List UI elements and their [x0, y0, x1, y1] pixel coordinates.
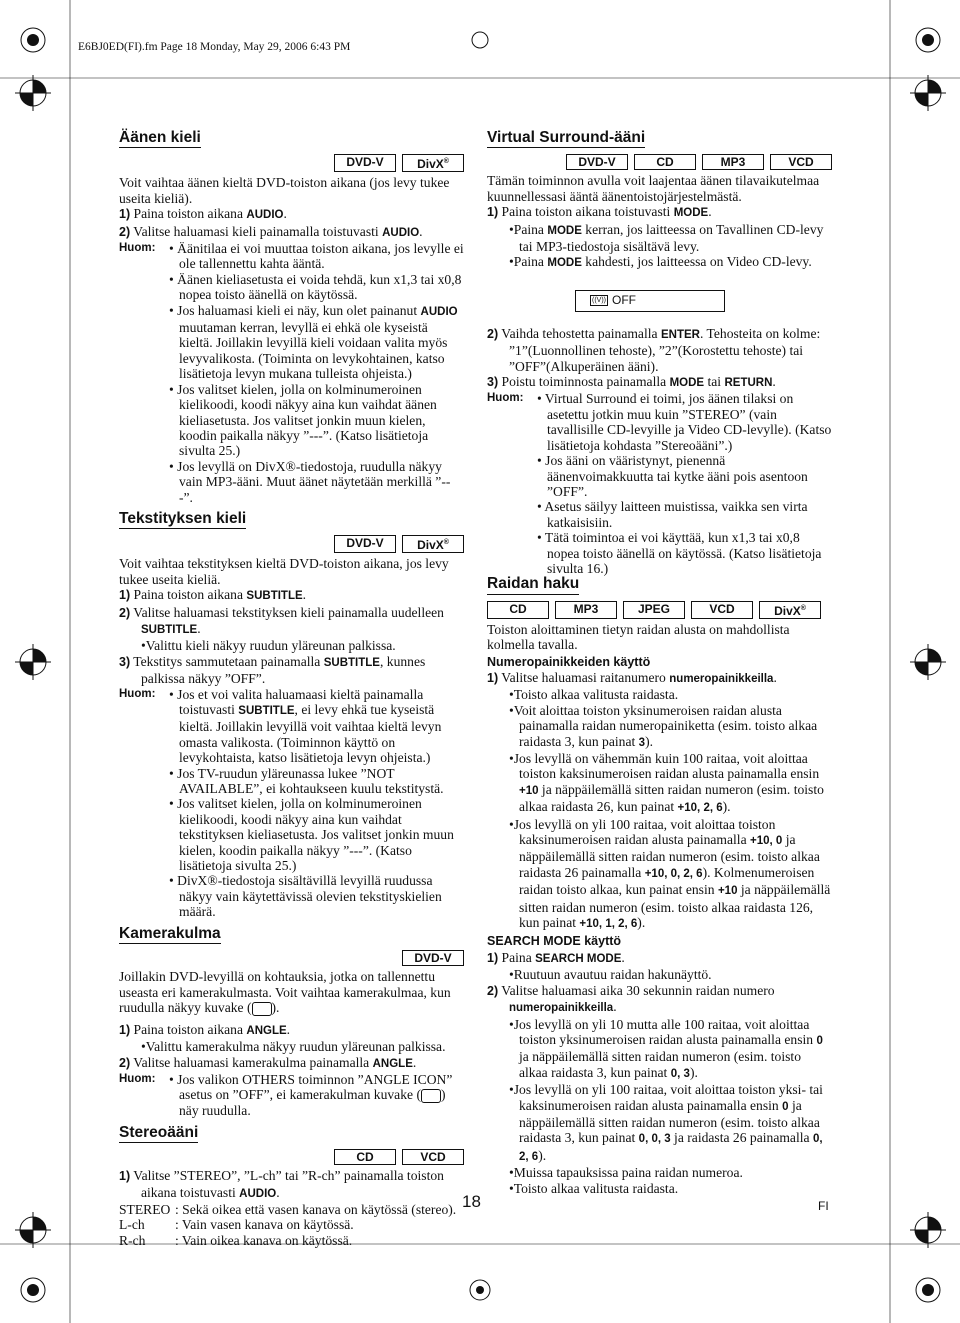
step-2: 2) Valitse haluamasi tekstityksen kieli painamalla uudelleen SUBTITLE. — [119, 604, 444, 636]
crop-target-tl — [15, 75, 51, 111]
step-2-sub: •Valittu kieli näkyy ruudun yläreunan palkissa. — [141, 638, 396, 654]
crop-target-ml — [15, 644, 51, 680]
step-2-sub: •Jos levyllä on yli 10 mutta alle 100 raitaa, voit aloittaa toiston yksinumeroisen raidan alusta painamalla ensin 0 ja näppäilemällä sitten raidan numeron (esim. toisto alkaa raidasta 3, kun painat 0, 3). — [509, 1016, 823, 1080]
note-item: • Äänitilaa ei voi muuttaa toiston aikana, jos levylle ei ole tallennettu kahta ääntä. — [169, 241, 464, 272]
badge-mp3: MP3 — [702, 154, 764, 170]
badge-dvdv: DVD-V — [402, 950, 464, 966]
intro-text: Voit vaihtaa tekstityksen kieltä DVD-toiston aikana, jos levy tukee useita kieliä. — [119, 556, 449, 587]
channel-row: STEREO : Sekä oikea että vasen kanava on käytössä (stereo). — [119, 1201, 457, 1217]
step-2: 2) Valitse haluamasi kieli painamalla toistuvasti AUDIO. — [119, 223, 423, 239]
step-2-sub: •Jos levyllä on yli 100 raitaa, voit aloittaa toiston yksi- tai kaksinumeroisen raidan alusta painamalla ensin 0 ja näppäilemällä sitten raidan numeron (esim. toisto alkaa raidasta 3, kun painat 0, 0, 3 ja raidasta 26 painamalla 0, 2, 6). — [509, 1082, 823, 1163]
note-item: • Jos valitset kielen, jolla on kolminumeroinen kielikoodi, koodi näkyy aina kun vaihdat tekstityksen kieliasetusta. Jos valitset jonkin muun kielen, koodin paikalla näkyy ”---”. (Katso lisätietoja sivulta 25.) — [169, 796, 454, 874]
disc-badges — [487, 154, 832, 170]
step-1-sub: •Voit aloittaa toiston yksinumeroisen raidan alusta painamalla raidan numeropainiketta (esim. toisto alkaa raidasta 3, kun painat 3). — [509, 702, 818, 749]
right-column — [487, 130, 832, 1196]
sunburst-tc — [472, 32, 488, 48]
camera-icon — [252, 1002, 272, 1016]
section-title-virtual-surround: Virtual Surround-ääni — [487, 130, 645, 148]
section-title-subtitle: Tekstityksen kieli — [119, 511, 246, 529]
intro-text: Voit vaihtaa äänen kieltä DVD-toiston aikana (jos levy tukee useita kieliä). — [119, 175, 450, 206]
sunburst-tl — [21, 28, 45, 52]
page-number: 18 — [462, 1192, 481, 1211]
badge-divx: DivX® — [759, 601, 821, 619]
badge-dvdv: DVD-V — [334, 535, 396, 553]
section-title-track-search: Raidan haku — [487, 576, 579, 594]
step-1: 1) Valitse haluamasi raitanumero numeropainikkeilla. — [487, 669, 777, 685]
badge-jpeg: JPEG — [623, 601, 685, 619]
camera-icon — [421, 1089, 441, 1103]
section-title-camera-angle: Kamerakulma — [119, 926, 221, 944]
step-1: 1) Paina SEARCH MODE. — [487, 949, 625, 965]
crop-target-br — [910, 1212, 946, 1248]
step-3: 3) Tekstitys sammutetaan painamalla SUBTITLE, kunnes palkissa näkyy ”OFF”. — [119, 653, 426, 687]
badge-cd: CD — [334, 1149, 396, 1165]
note-label: Huom: — [487, 392, 524, 405]
intro-text: Joillakin DVD-levyillä on kohtauksia, jotka on tallennettu useasta eri kamerakulmasta. Voit vaihtaa kamerakulmaa, kun ruudulla näkyy kuvake ( ). — [119, 969, 451, 1015]
step-2: 2) Valitse haluamasi kamerakulma painamalla ANGLE. — [119, 1054, 417, 1070]
note-item: • Jos valitset kielen, jolla on kolminumeroinen kielikoodi, koodi näkyy aina kun vaihdat äänen kieliasetusta. Jos valitset jonkin muun kielen, koodin paikalla näkyy ”---”. (Katso lisätietoja sivulta 25.) — [169, 381, 437, 459]
badge-dvdv: DVD-V — [566, 154, 628, 170]
note-item: • Jos ääni on vääristynyt, pienennä äänenvoimakkuutta tai kytke ääni pois asentoon ”OFF”. — [537, 453, 808, 499]
badge-dvdv: DVD-V — [334, 154, 396, 172]
channel-row: L-ch : Vain vasen kanava on käytössä. — [119, 1217, 354, 1233]
badge-divx: DivX® — [402, 154, 464, 172]
step-1-sub: •Jos levyllä on yli 100 raitaa, voit aloittaa toiston kaksinumeroisen raidan alusta painamalla +10, 0 ja näppäilemällä sitten raidan numeron (esim. toisto alkaa raidasta 26 painamalla +10, 0, 2, 6). Kolmenumeroisen raidan toisto alkaa, kun painat ensin +10 ja näppäilemällä sitten raidan numeron (esim. toisto alkaa raidasta 126, kun painat +10, 1, 2, 6). — [509, 816, 831, 931]
badge-cd: CD — [634, 154, 696, 170]
note-item: • Jos valikon OTHERS toiminnon ”ANGLE ICON” asetus on ”OFF”, ei kamerakulman kuvake ( ) näy ruudulla. — [169, 1072, 453, 1119]
note-item: • Asetus säilyy laitteen muistissa, vaikka sen virta katkaisisiin. — [537, 499, 808, 530]
disc-badges — [119, 535, 464, 553]
disc-badges — [119, 1149, 464, 1165]
step-2: 2) Valitse haluamasi aika 30 sekunnin raidan numero numeropainikkeilla. — [487, 982, 775, 1015]
step-1: 1) Paina toiston aikana ANGLE. — [119, 1021, 291, 1037]
sunburst-bl — [21, 1278, 45, 1302]
step-1-sub: •Jos levyllä on vähemmän kuin 100 raitaa, voit aloittaa toiston kaksinumeroisen raidan alusta painamalla ensin +10 ja näppäilemällä sitten raidan numeron (esim. toisto alkaa raidasta 26, kun painat +10, 2, 6). — [509, 751, 824, 815]
step-1: 1) Paina toiston aikana AUDIO. — [119, 206, 287, 222]
sunburst-br — [916, 1278, 940, 1302]
step-1: 1) Valitse ”STEREO”, ”L-ch” tai ”R-ch” painamalla toiston aikana toistuvasti AUDIO. — [119, 1168, 444, 1200]
left-column — [119, 130, 464, 1248]
badge-divx: DivX® — [402, 535, 464, 553]
subsection-title: SEARCH MODE käyttö — [487, 934, 622, 949]
intro-text: Toiston aloittaminen tietyn raidan alusta on mahdollista kolmella tavalla. — [487, 621, 790, 653]
file-header: E6BJ0ED(FI).fm Page 18 Monday, May 29, 2006 6:43 PM — [78, 41, 351, 53]
surround-icon: ((V)) — [592, 296, 606, 304]
section-title-audio-language: Äänen kieli — [119, 130, 201, 148]
note-item: • Jos haluamasi kieli ei näy, kun olet painanut AUDIO muutaman kerran, levyllä ei ehkä ole kyseistä kieltä. Joillakin levyillä kieli voidaan valita myös levyvalikosta. (Toiminta on levykohtainen, katso lisätietoja levyn mukana tulleista ohjeista.) — [169, 302, 458, 382]
step-1-sub: •Toisto alkaa valitusta raidasta. — [509, 687, 679, 703]
disc-badges — [119, 950, 464, 966]
note-block — [119, 1072, 464, 1119]
step-1: 1) Paina toiston aikana SUBTITLE. — [119, 587, 307, 603]
osd-value: OFF — [612, 292, 636, 307]
crop-target-mr — [910, 644, 946, 680]
intro-text: Tämän toiminnon avulla voit laajentaa äänen tilavaikutelmaa kuunnellessasi ääntä äänentoistojärjestelmästä. — [487, 173, 820, 204]
note-block — [119, 241, 464, 505]
step-2-sub: •Toisto alkaa valitusta raidasta. — [509, 1180, 679, 1196]
step-3: 3) Poistu toiminnosta painamalla MODE tai RETURN. — [487, 374, 776, 390]
section-title-stereo: Stereoääni — [119, 1125, 198, 1143]
note-item: • Virtual Surround ei toimi, jos äänen tilaksi on asetettu jotkin muu kuin ”STEREO” (vain tavallisille CD-levyille ja Video CD-levylle). (Katso lisätietoja kohdasta ”Stereoääni”.) — [537, 391, 832, 453]
step-1-sub: •Ruutuun avautuu raidan hakunäyttö. — [509, 967, 712, 983]
note-label: Huom: — [119, 1073, 156, 1085]
channel-row: R-ch : Vain oikea kanava on käytössä. — [119, 1232, 353, 1248]
step-1: 1) Paina toiston aikana toistuvasti MODE. — [487, 204, 712, 220]
note-item: • Jos TV-ruudun yläreunassa lukee ”NOT AVAILABLE”, ei kohtaukseen kuulu tekstitystä. — [169, 765, 444, 797]
note-label: Huom: — [119, 242, 156, 255]
note-item: • Jos et voi valita haluamaasi kieltä painamalla toistuvasti SUBTITLE, ei levy ehkä tue kyseistä kieltä. Joillakin levyillä voit vaihtaa kieltä levyn omasta valikosta. (Toiminnon käyttö on levykohtaista, katso lisätietoja levyn ohjeista.) — [169, 686, 442, 766]
note-item: • DivX®-tiedostoja sisältävillä levyillä ruudussa näkyy vain käytettävissä olevien tekstityskielien määrä. — [169, 873, 442, 920]
note-block — [487, 391, 832, 576]
note-label: Huom: — [119, 687, 156, 700]
badge-vcd: VCD — [691, 601, 753, 619]
badge-cd: CD — [487, 601, 549, 619]
crop-target-tr — [910, 75, 946, 111]
badge-mp3: MP3 — [555, 601, 617, 619]
step-2-sub: •Muissa tapauksissa paina raidan numeroa. — [509, 1165, 743, 1181]
step-1-sub: •Paina MODE kahdesti, jos laitteessa on Video CD-levy. — [509, 254, 812, 270]
subsection-title: Numeropainikkeiden käyttö — [487, 654, 651, 669]
note-item: • Jos levyllä on DivX®-tiedostoja, ruudulla näkyy vain MP3-ääni. Muut äänet näytetään merkillä ”---”. — [169, 458, 451, 505]
note-item: • Äänen kieliasetusta ei voida tehdä, kun x1,3 tai x0,8 nopea toisto äänellä on käytössä. — [169, 271, 462, 303]
disc-badges — [119, 154, 464, 172]
sunburst-bc — [470, 1280, 490, 1300]
language-code: FI — [818, 1199, 829, 1213]
osd-surround-display — [575, 290, 725, 312]
crop-target-bl — [15, 1212, 51, 1248]
note-item: • Tätä toimintoa ei voi käyttää, kun x1,3 tai x0,8 nopea toisto äänellä on käytössä. (Katso lisätietoja sivulta 16.) — [537, 530, 822, 576]
step-2: 2) Vaihda tehostetta painamalla ENTER. Tehosteita on kolme: ”1”(Luonnollinen tehoste), ”2”(Korostettu tehoste) tai ”OFF”(Alkuperäinen ääni). — [487, 325, 821, 374]
badge-vcd: VCD — [770, 154, 832, 170]
badge-vcd: VCD — [402, 1149, 464, 1165]
step-1-sub: •Valittu kamerakulma näkyy ruudun yläreunan palkissa. — [141, 1039, 446, 1055]
disc-badges — [487, 601, 832, 619]
step-1-sub: •Paina MODE kerran, jos laitteessa on Tavallinen CD-levy tai MP3-tiedostoja sisältävä levy. — [509, 221, 824, 255]
note-block — [119, 687, 464, 920]
sunburst-tr — [916, 28, 940, 52]
